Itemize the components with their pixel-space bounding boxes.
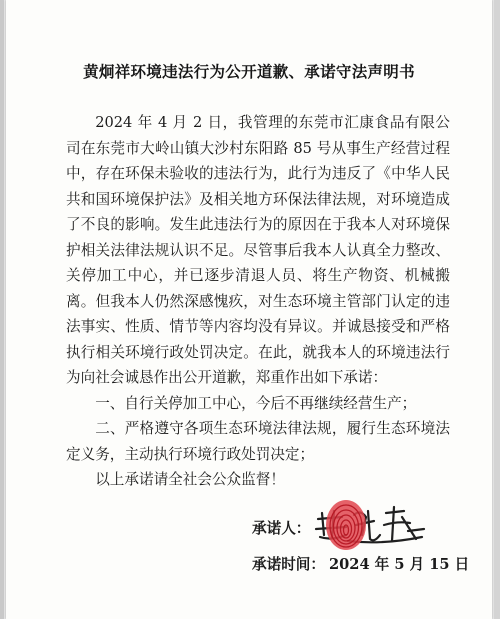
body-paragraph-closing: 以上承诺请全社会公众监督！: [95, 471, 285, 488]
date-line: [252, 553, 469, 574]
date-value: 2024 年 5 月 15 日: [328, 556, 470, 573]
date-label: 承诺时间：: [252, 556, 325, 573]
body-paragraph-statement: 2024 年 4 月 2 日，我管理的东莞市汇康食品有限公司在东莞市大岭山镇大沙村东阳路 85 号从事生产经营过程中，存在环保未验收的违法行为，此行为违反了《中华人民共和国环境保护法》及相关地方环保法律法规，对环境造成了不良的影响。发生此违法行为的原因在于我本人对环境保护相关法律法规认识不足。尽管事后我本人认真全力整改、关停加工中心，并已逐步清退人员、将生产物资、机械搬离。但我本人仍然深感愧疚，对生态环境主管部门认定的违法事实、性质、情节等内容均没有异议。并诚恳接受和严格执行相关环境行政处罚决定。在此，就我本人的环境违法行为向社会诚恳作出公开道歉，郑重作出如下承诺：: [66, 114, 450, 386]
document-title: 黄炯祥环境违法行为公开道歉、承诺守法声明书: [83, 62, 415, 81]
red-fingerprint-seal: [324, 498, 368, 552]
signer-label: 承诺人：: [252, 520, 311, 537]
body-paragraph-commitment-2: 二、严格遵守各项生态环境法律法规，履行生态环境法定义务，主动执行环境行政处罚决定；: [66, 420, 450, 463]
body-paragraph-commitment-1: 一、自行关停加工中心，今后不再继续经营生产；: [95, 394, 417, 412]
viewer-scrollbar[interactable]: [494, 0, 500, 619]
signature-block: [252, 517, 470, 573]
document-page: [6, 0, 492, 619]
viewer-left-edge: [0, 0, 4, 619]
document-body: [66, 110, 450, 493]
signer-line: [252, 517, 310, 543]
